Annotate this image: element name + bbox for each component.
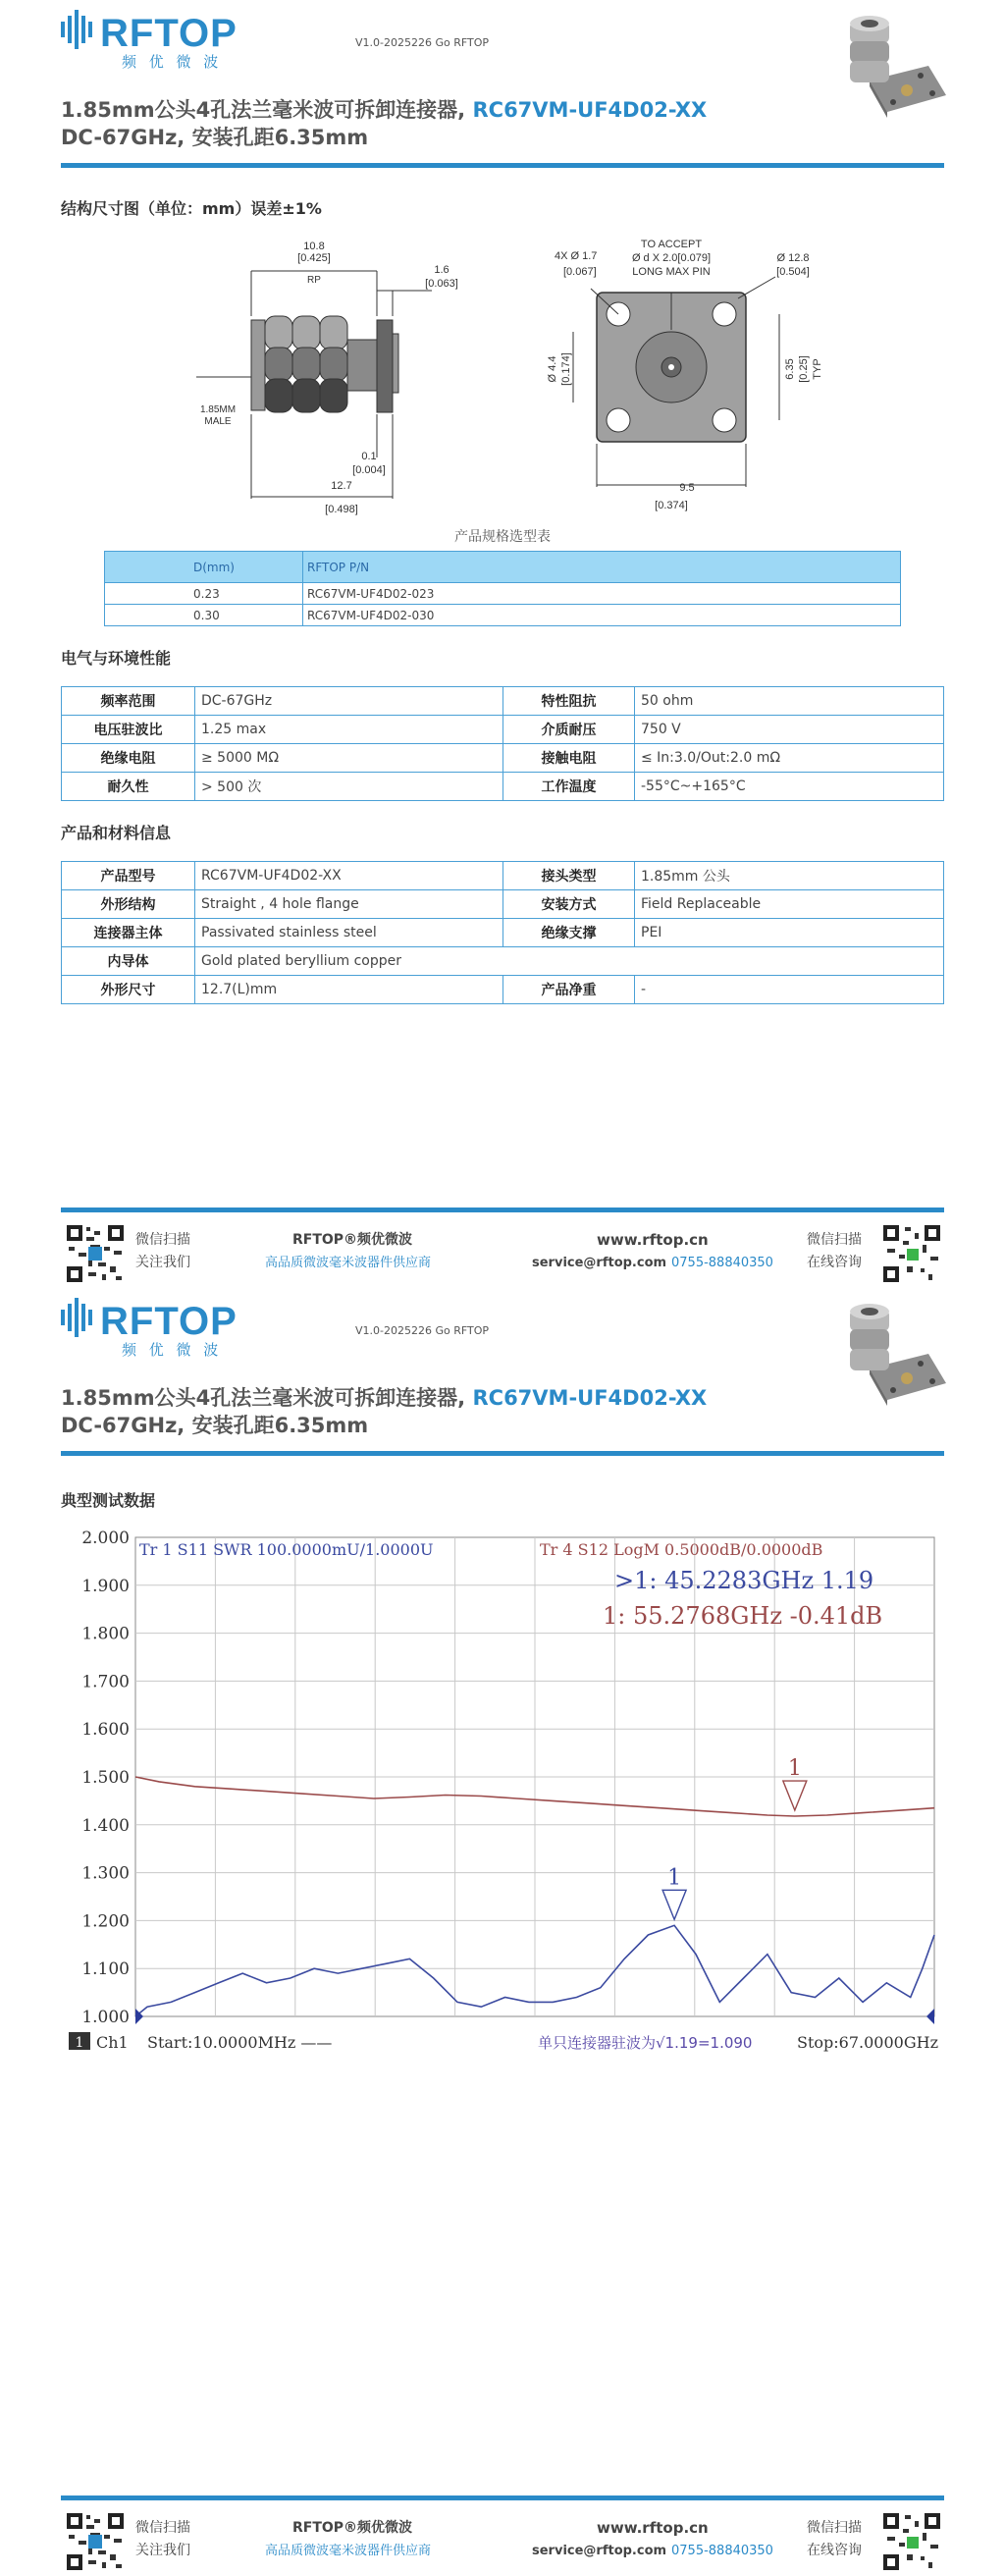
footer-website[interactable]: www.rftop.cn: [597, 2519, 709, 2537]
product-image: [811, 12, 948, 130]
y-tick-label: 1.100: [81, 1959, 130, 1980]
y-tick-label: 1.700: [81, 1672, 130, 1692]
electrical-section-title: 电气与环境性能: [61, 649, 172, 668]
product-title: [61, 1382, 707, 1412]
spec-label: 安装方式: [503, 890, 635, 919]
spec-value: 12.7(L)mm: [195, 976, 503, 1004]
spec-label: 内导体: [62, 947, 195, 976]
footer-slogan: 高品质微波毫米波器件供应商: [265, 2544, 432, 2558]
table-row: [62, 976, 944, 1004]
spec-label: 频率范围: [62, 687, 195, 716]
footer-wechat-scan-2: 微信扫描: [807, 1232, 862, 1248]
table-row: [62, 919, 944, 947]
spec-value: -: [635, 976, 944, 1004]
accept-line-3: LONG MAX PIN: [632, 266, 711, 278]
y-tick-label: 1.300: [81, 1863, 130, 1884]
table-row: [62, 947, 944, 976]
qr-code-follow[interactable]: [65, 1223, 126, 1284]
footer-email[interactable]: service@rftop.com: [532, 1256, 667, 1270]
selection-cell: 0.23: [105, 583, 303, 605]
spec-label: 连接器主体: [62, 919, 195, 947]
product-image: [811, 1300, 948, 1418]
logo-wordmark: RFTOP: [100, 1300, 238, 1343]
dim-4-4: Ø 4.4: [547, 355, 558, 383]
spec-label: 特性阻抗: [503, 687, 635, 716]
spec-label: 工作温度: [503, 773, 635, 801]
selection-cell: 0.30: [105, 605, 303, 626]
spec-label: 产品型号: [62, 862, 195, 890]
table-row: [105, 605, 901, 626]
table-row: [62, 773, 944, 801]
dim-0-174: [0.174]: [560, 352, 572, 386]
label-male-2: MALE: [204, 416, 232, 427]
footer-email[interactable]: service@rftop.com: [532, 2544, 667, 2558]
y-tick-label: 2.000: [81, 1529, 130, 1548]
spec-value: RC67VM-UF4D02-XX: [195, 862, 503, 890]
swr-note: 单只连接器驻波为√1.19=1.090: [538, 2034, 753, 2052]
table-row: [62, 890, 944, 919]
dim-0-374: [0.374]: [655, 500, 688, 511]
spec-label: 绝缘电阻: [62, 744, 195, 773]
selection-cell: RC67VM-UF4D02-023: [303, 583, 901, 605]
table-row: [62, 862, 944, 890]
spec-value: PEI: [635, 919, 944, 947]
marker1-readout: >1: 45.2283GHz 1.19: [614, 1567, 874, 1594]
spec-value: Straight , 4 hole flange: [195, 890, 503, 919]
title-prefix: 1.85mm公头4孔法兰毫米波可拆卸连接器,: [61, 1386, 473, 1410]
logo-cn: 频 优 微 波: [122, 53, 223, 71]
y-tick-label: 1.800: [81, 1624, 130, 1644]
spec-label: 外形尺寸: [62, 976, 195, 1004]
table-row: [105, 583, 901, 605]
dim-0-1: 0.1: [361, 451, 377, 462]
trace1-label: Tr 1 S11 SWR 100.0000mU/1.0000U: [139, 1540, 434, 1559]
logo-wordmark: RFTOP: [100, 12, 238, 55]
spec-label: 电压驻波比: [62, 716, 195, 744]
spec-value: 50 ohm: [635, 687, 944, 716]
dim-12-8: Ø 12.8: [776, 252, 810, 264]
footer-follow-us: 关注我们: [135, 1255, 190, 1270]
dim-12-7: 12.7: [331, 480, 352, 492]
selection-header-pn: RFTOP P/N: [303, 552, 901, 583]
selection-cell: RC67VM-UF4D02-030: [303, 605, 901, 626]
accept-line-1: TO ACCEPT: [640, 239, 703, 250]
footer-follow-us: 关注我们: [135, 2543, 190, 2558]
spec-label: 接触电阻: [503, 744, 635, 773]
dim-9-5: 9.5: [679, 482, 695, 494]
spec-value: ≤ In:3.0/Out:2.0 mΩ: [635, 744, 944, 773]
y-tick-label: 1.000: [81, 2008, 130, 2027]
spec-value: Gold plated beryllium copper: [195, 947, 944, 976]
label-male-1: 1.85MM: [199, 404, 237, 415]
footer-brand: RFTOP®频优微波: [292, 2520, 413, 2536]
dim-0-063: [0.063]: [425, 278, 458, 290]
header-divider: [61, 163, 944, 168]
title-prefix: 1.85mm公头4孔法兰毫米波可拆卸连接器,: [61, 98, 473, 122]
spec-label: 介质耐压: [503, 716, 635, 744]
spec-label: 接头类型: [503, 862, 635, 890]
title-part-number: RC67VM-UF4D02-XX: [472, 98, 708, 122]
qr-code-consult[interactable]: [881, 1223, 942, 1284]
channel-tag: 1: [75, 2035, 84, 2051]
selection-caption: 产品规格选型表: [454, 529, 551, 545]
qr-code-consult[interactable]: [881, 2511, 942, 2572]
dim-6-35: 6.35: [784, 358, 796, 380]
footer-wechat-scan-2: 微信扫描: [807, 2520, 862, 2536]
y-tick-label: 1.200: [81, 1911, 130, 1932]
dim-0-004: [0.004]: [352, 464, 386, 476]
electrical-table: [61, 686, 944, 801]
dim-10-8: 10.8: [303, 241, 325, 252]
header-divider: [61, 1451, 944, 1456]
spec-label: 外形结构: [62, 890, 195, 919]
footer-online-consult: 在线咨询: [807, 2543, 862, 2558]
product-subtitle: DC-67GHz, 安装孔距6.35mm: [61, 126, 369, 149]
footer-slogan: 高品质微波毫米波器件供应商: [265, 1256, 432, 1270]
spec-value: Passivated stainless steel: [195, 919, 503, 947]
test-chart: [61, 1528, 944, 2085]
channel-label: Ch1: [96, 2033, 129, 2052]
footer-online-consult: 在线咨询: [807, 1255, 862, 1270]
footer-phone: 0755-88840350: [671, 1256, 773, 1270]
dim-0-25: [0.25]: [798, 355, 810, 383]
materials-table: [61, 861, 944, 1004]
selection-header-row: [105, 552, 901, 583]
spec-label: 绝缘支撑: [503, 919, 635, 947]
dim-1-6: 1.6: [434, 264, 450, 276]
product-subtitle: DC-67GHz, 安装孔距6.35mm: [61, 1414, 369, 1437]
dim-0-067: [0.067]: [563, 266, 597, 278]
spec-value: 1.25 max: [195, 716, 503, 744]
footer-website[interactable]: www.rftop.cn: [597, 1231, 709, 1249]
table-row: [62, 687, 944, 716]
spec-value: 1.85mm 公头: [635, 862, 944, 890]
logo-cn: 频 优 微 波: [122, 1341, 223, 1359]
footer-phone: 0755-88840350: [671, 2544, 773, 2558]
footer-divider: [61, 1208, 944, 1212]
y-tick-label: 1.500: [81, 1768, 130, 1788]
version-label: V1.0-2025226 Go RFTOP: [355, 36, 490, 49]
spec-value: ≥ 5000 MΩ: [195, 744, 503, 773]
side-view: [251, 316, 398, 412]
test-section-title: 典型测试数据: [61, 1491, 156, 1510]
table-row: [62, 716, 944, 744]
dim-rp: RP: [307, 275, 321, 286]
start-label: Start:10.0000MHz ——: [147, 2033, 333, 2052]
selection-table: [104, 551, 901, 626]
dim-0-425: [0.425]: [297, 252, 331, 264]
dim-holes: 4X Ø 1.7: [555, 250, 598, 262]
footer-wechat-scan: 微信扫描: [135, 2520, 190, 2536]
dimension-section-title: 结构尺寸图（单位：mm）误差±1%: [61, 199, 322, 218]
spec-value: 750 V: [635, 716, 944, 744]
qr-code-follow[interactable]: [65, 2511, 126, 2572]
product-title: [61, 94, 707, 124]
dimension-drawing: [196, 232, 844, 522]
footer-divider: [61, 2496, 944, 2500]
y-tick-label: 1.400: [81, 1815, 130, 1836]
accept-line-2: Ø d X 2.0[0.079]: [631, 252, 712, 264]
trace4-label: Tr 4 S12 LogM 0.5000dB/0.0000dB: [540, 1540, 823, 1559]
stop-label: Stop:67.0000GHz: [797, 2033, 938, 2052]
dim-0-504: [0.504]: [776, 266, 810, 278]
spec-value: Field Replaceable: [635, 890, 944, 919]
dim-0-498: [0.498]: [325, 504, 358, 515]
spec-value: > 500 次: [195, 773, 503, 801]
marker-flag-s11: 1: [667, 1865, 682, 1891]
y-tick-label: 1.600: [81, 1720, 130, 1741]
title-part-number: RC67VM-UF4D02-XX: [472, 1386, 708, 1410]
spec-label: 耐久性: [62, 773, 195, 801]
footer-brand: RFTOP®频优微波: [292, 1232, 413, 1248]
spec-value: DC-67GHz: [195, 687, 503, 716]
marker4-readout: 1: 55.2768GHz -0.41dB: [603, 1602, 883, 1630]
dim-typ: TYP: [812, 358, 823, 380]
y-tick-label: 1.900: [81, 1576, 130, 1596]
footer-wechat-scan: 微信扫描: [135, 1232, 190, 1248]
spec-value: -55°C~+165°C: [635, 773, 944, 801]
table-row: [62, 744, 944, 773]
spec-label: 产品净重: [503, 976, 635, 1004]
marker-flag-s12: 1: [787, 1756, 802, 1782]
version-label: V1.0-2025226 Go RFTOP: [355, 1324, 490, 1337]
selection-header-d: D(mm): [105, 552, 303, 583]
page-2: [0, 1288, 1005, 2576]
materials-section-title: 产品和材料信息: [61, 824, 172, 842]
